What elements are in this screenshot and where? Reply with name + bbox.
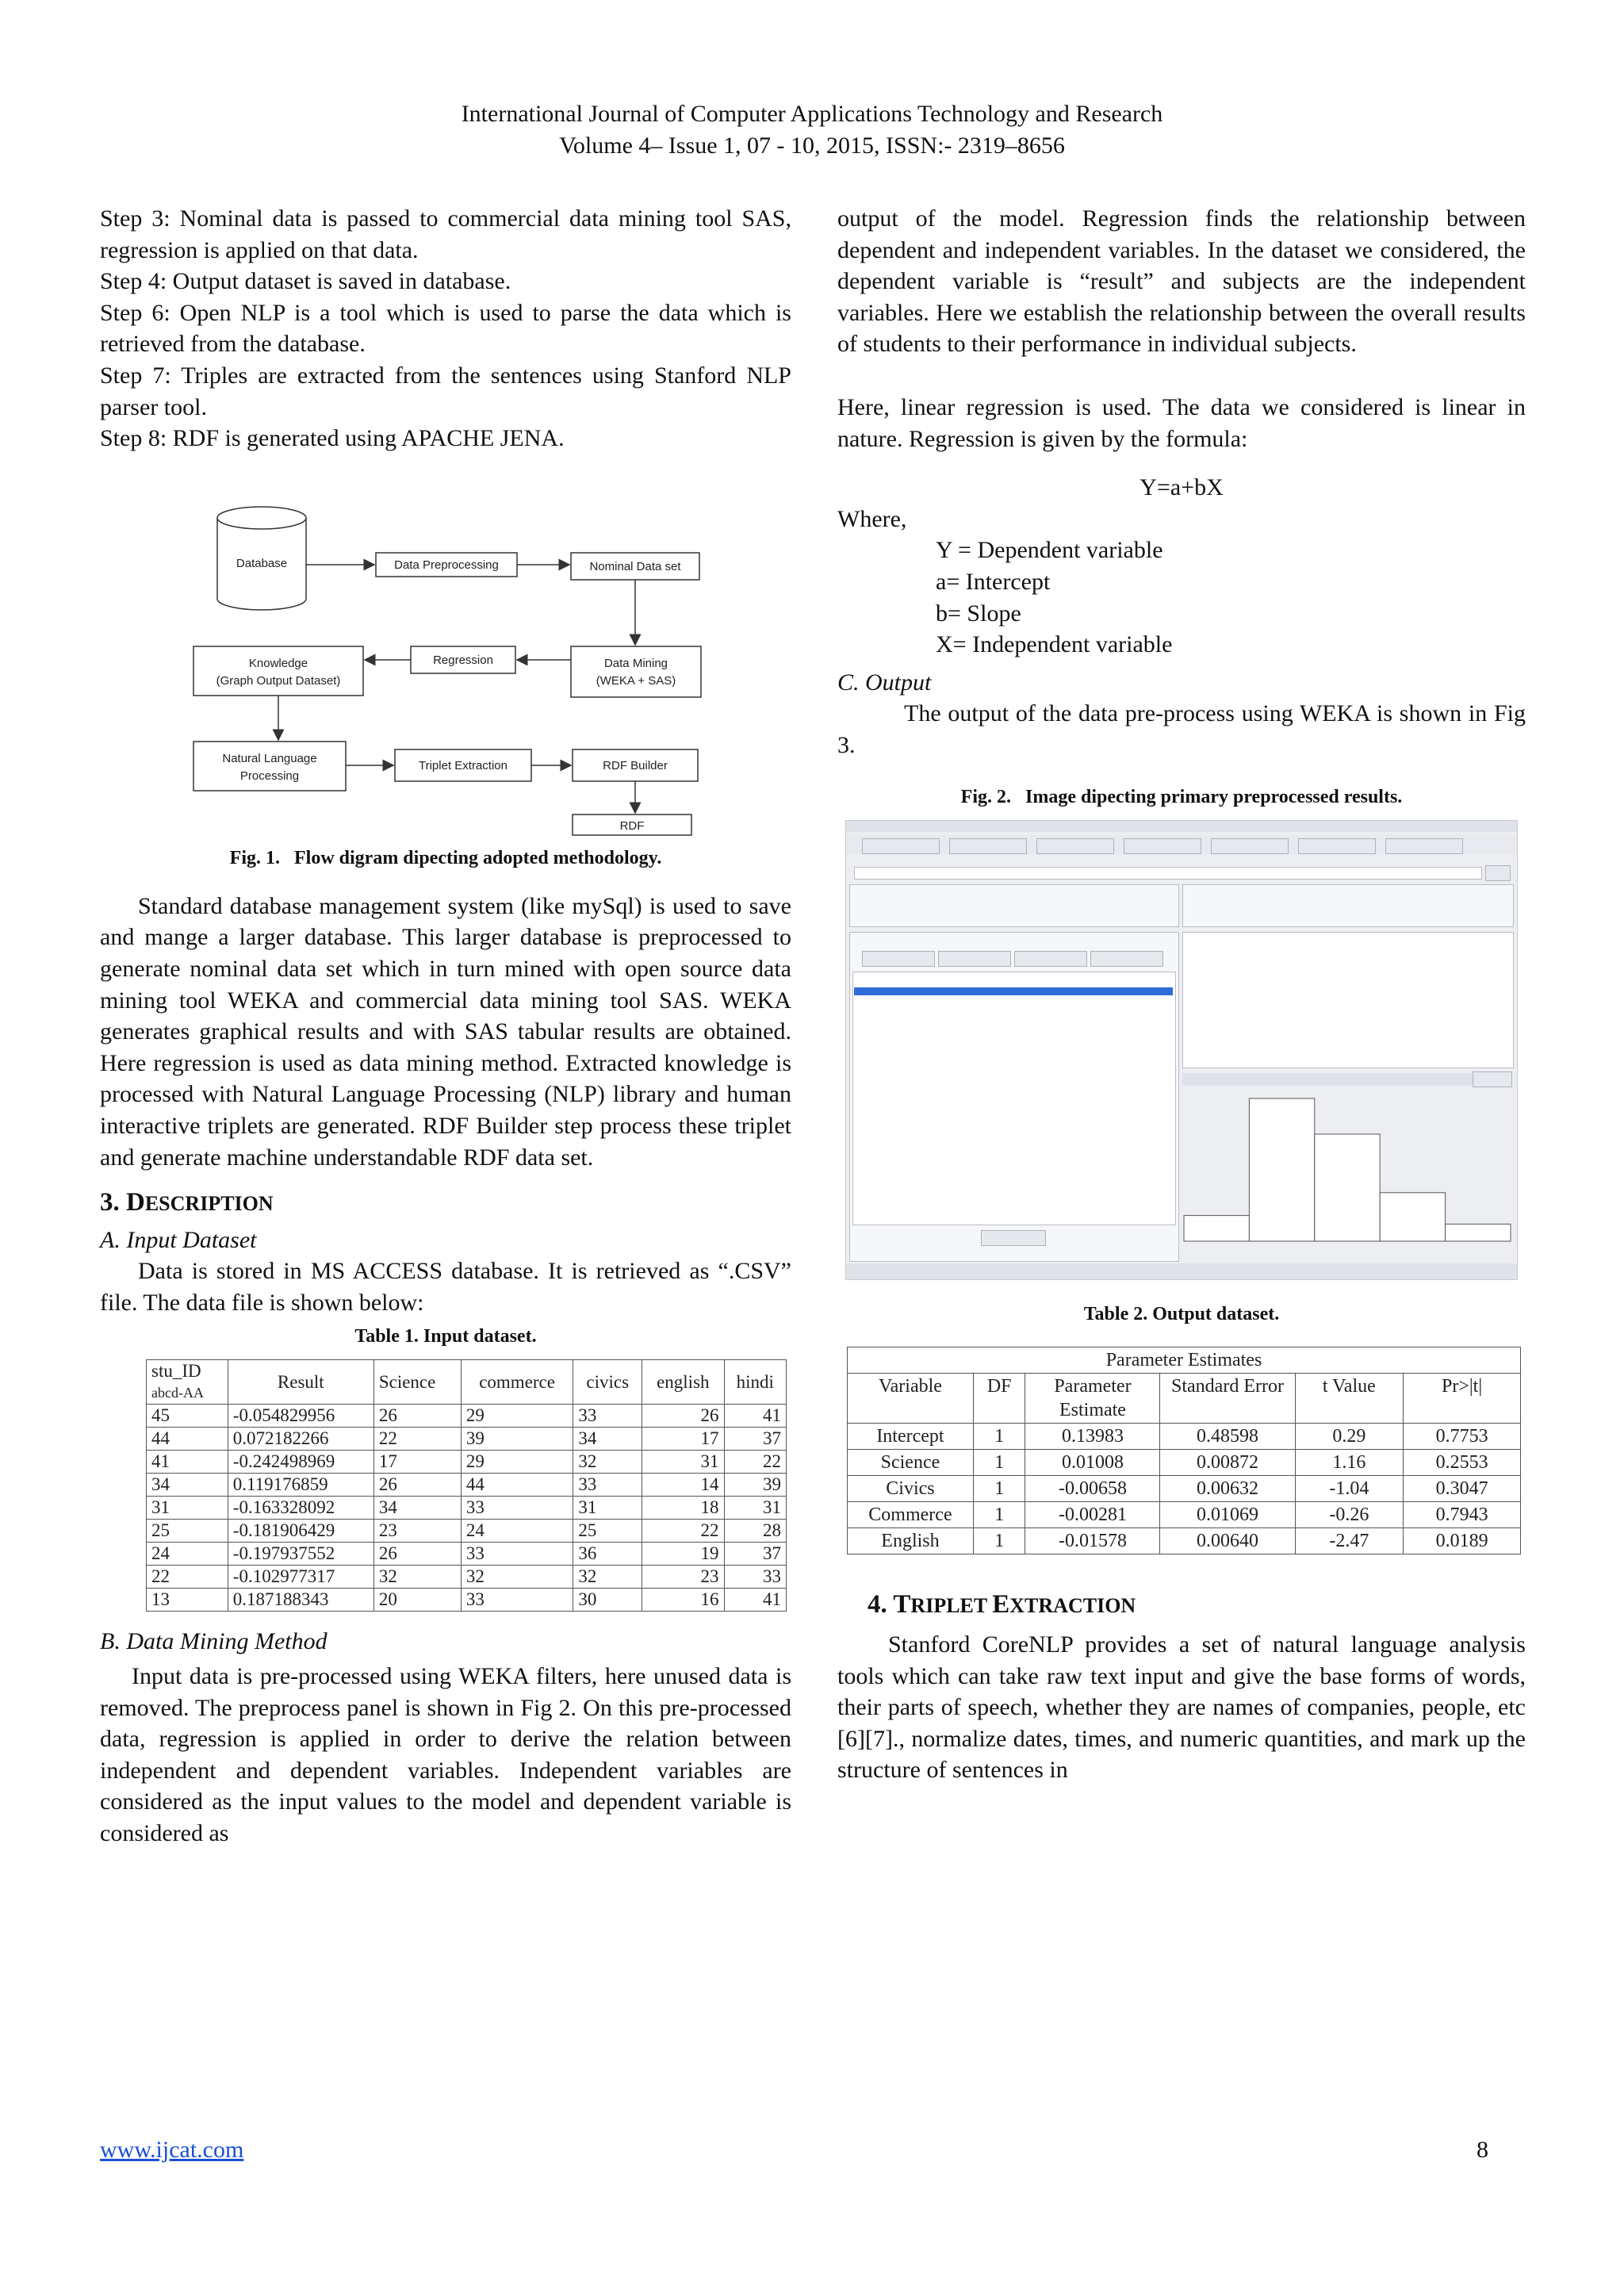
table-cell: -0.26: [1295, 1501, 1404, 1527]
table-row: [147, 1520, 787, 1543]
table1-caption: Table 1. Input dataset.: [354, 1326, 537, 1347]
mining-node: [571, 646, 701, 697]
table-cell: 0.187188343: [228, 1589, 373, 1612]
table-cell: 29: [461, 1451, 573, 1474]
table-cell: English: [848, 1527, 974, 1554]
table-cell: 13: [147, 1589, 228, 1612]
table1-header-cell: stu_ID abcd-AA: [147, 1360, 228, 1405]
definition-item: Y = Dependent variable: [936, 537, 1163, 564]
table-cell: 32: [373, 1566, 461, 1589]
paragraph-input-dataset: Data is stored in MS ACCESS database. It is retrieved as “.CSV” file. The data file is shown below:: [100, 1258, 791, 1316]
table-cell: 26: [373, 1405, 461, 1428]
table-cell: 31: [724, 1497, 787, 1520]
table-cell: 41: [724, 1589, 787, 1612]
journal-website-link[interactable]: www.ijcat.com: [100, 2137, 244, 2163]
page-number: 8: [1477, 2137, 1488, 2163]
fig1-caption: [100, 846, 791, 870]
paragraph-regression: output of the model. Regression finds the relationship between dependent and independent variables. In the dataset we considered, the dependent variable is “result” and subjects are the independent variables. Here we establish the relationship between the overall results of students to their performance in individual subjects.: [837, 205, 1526, 358]
mining-label: Data Mining: [603, 656, 668, 670]
table-cell: 31: [642, 1451, 724, 1474]
triplet-label: Triplet Extraction: [419, 758, 508, 772]
table1-header-cell: english: [642, 1360, 724, 1405]
table1-header-cell: Science: [373, 1360, 461, 1405]
fig2-label: Fig. 2.: [960, 786, 1011, 807]
table-cell: 39: [724, 1474, 787, 1497]
table-cell: 44: [147, 1428, 228, 1451]
definition-item: a= Intercept: [936, 568, 1051, 595]
fig1-label: Fig. 1.: [229, 847, 280, 868]
table-cell: 14: [642, 1474, 724, 1497]
subsection-c-title: C. Output: [837, 669, 932, 696]
table-cell: 0.00640: [1160, 1527, 1295, 1554]
nlp-sublabel: Processing: [239, 769, 300, 783]
table-cell: 0.7753: [1404, 1423, 1521, 1449]
table-cell: Civics: [848, 1475, 974, 1501]
table1-header-cell: hindi: [724, 1360, 787, 1405]
table-row: [147, 1566, 787, 1589]
table-cell: -1.04: [1295, 1475, 1404, 1501]
table2-body: [848, 1423, 1521, 1554]
journal-volume: Volume 4– Issue 1, 07 - 10, 2015, ISSN:- 2319–8656: [559, 132, 1065, 159]
table-cell: 1.16: [1295, 1449, 1404, 1475]
table-cell: 0.00632: [1160, 1475, 1295, 1501]
definition-item: b= Slope: [936, 600, 1021, 627]
table-cell: 33: [573, 1405, 642, 1428]
table-cell: 0.48598: [1160, 1423, 1295, 1449]
table-cell: 26: [373, 1543, 461, 1566]
step-8: Step 8: RDF is generated using APACHE JENA.: [100, 425, 565, 452]
table-cell: 1: [973, 1475, 1025, 1501]
table-cell: 0.00872: [1160, 1449, 1295, 1475]
table-cell: 33: [573, 1474, 642, 1497]
nlp-label: Natural Language: [222, 751, 317, 765]
variable-definitions: [837, 535, 1526, 660]
paragraph-methodology: Standard database management system (like mySql) is used to save and mange a larger database. This larger database is preprocessed to generate nominal data set which in turn mined with open source data mining tool WEKA and commercial data mining tool SAS. WEKA generates graphical results and with SAS tabular results are obtained. Here regression is used as data mining method. Extracted knowledge is processed with Natural Language Processing (NLP) library and human interactive triplets are generated. RDF Builder step process these triplet and generate machine understandable RDF data set.: [100, 892, 791, 1171]
fig2-text: Image dipecting primary preprocessed results.: [1025, 786, 1403, 807]
table-cell: 0.072182266: [228, 1428, 373, 1451]
histogram-bar: [1380, 1192, 1445, 1240]
table-cell: 0.01069: [1160, 1501, 1295, 1527]
table-cell: 45: [147, 1405, 228, 1428]
table-cell: -0.163328092: [228, 1497, 373, 1520]
table-cell: 22: [724, 1451, 787, 1474]
nlp-node: [193, 742, 346, 791]
table2-header-cell: Parameter Estimate: [1025, 1373, 1160, 1423]
weka-preprocess-screenshot: [845, 820, 1518, 1280]
where-label: Where,: [837, 505, 907, 532]
table1-header-cell: Result: [228, 1360, 373, 1405]
table-cell: 22: [373, 1428, 461, 1451]
section-3-title: 3. DESCRIPTION: [100, 1188, 274, 1217]
knowledge-sublabel: (Graph Output Dataset): [216, 673, 341, 688]
table-cell: 33: [461, 1497, 573, 1520]
table-row: [147, 1451, 787, 1474]
nominal-label: Nominal Data set: [589, 559, 681, 573]
step-4: Step 4: Output dataset is saved in database.: [100, 268, 511, 295]
table-row: [848, 1527, 1521, 1554]
definition-item: X= Independent variable: [936, 631, 1173, 658]
paragraph-linear: Here, linear regression is used. The data we considered is linear in nature. Regression is given by the formula:: [837, 393, 1526, 452]
paragraph-output: The output of the data pre-process using WEKA is shown in Fig 3.: [837, 700, 1526, 758]
table-cell: 0.29: [1295, 1423, 1404, 1449]
table-cell: 17: [373, 1451, 461, 1474]
table2-header-cell: Variable: [848, 1373, 974, 1423]
fig2-caption: [837, 785, 1526, 809]
table-row: [147, 1474, 787, 1497]
paragraph-triplet: Stanford CoreNLP provides a set of natural language analysis tools which can take raw text input and give the base forms of words, their parts of speech, whether they are names of companies, people, etc [6][7]., normalize dates, times, and numeric quantities, and mark up the structure of sentences in: [837, 1631, 1526, 1784]
table1-body: [147, 1405, 787, 1612]
weka-histogram: [1182, 1091, 1512, 1249]
table-cell: -0.01578: [1025, 1527, 1160, 1554]
step-3: Step 3: Nominal data is passed to commercial data mining tool SAS, regression is applied on that data.: [100, 205, 791, 263]
table2-title: Parameter Estimates: [848, 1347, 1521, 1373]
table-cell: 29: [461, 1405, 573, 1428]
table-cell: 34: [147, 1474, 228, 1497]
regression-label: Regression: [433, 653, 493, 667]
table-cell: 32: [461, 1566, 573, 1589]
table-row: [147, 1497, 787, 1520]
table-cell: 0.7943: [1404, 1501, 1521, 1527]
table-row: [147, 1428, 787, 1451]
table-cell: -0.102977317: [228, 1566, 373, 1589]
table-cell: Science: [848, 1449, 974, 1475]
table-cell: 19: [642, 1543, 724, 1566]
table-cell: 39: [461, 1428, 573, 1451]
histogram-bar: [1315, 1134, 1380, 1241]
table2-caption: Table 2. Output dataset.: [1083, 1303, 1280, 1324]
table-cell: 31: [147, 1497, 228, 1520]
table-cell: 44: [461, 1474, 573, 1497]
table-cell: 24: [461, 1520, 573, 1543]
table-cell: 25: [147, 1520, 228, 1543]
table-cell: 32: [573, 1451, 642, 1474]
table-cell: 0.01008: [1025, 1449, 1160, 1475]
subsection-a-title: A. Input Dataset: [100, 1226, 257, 1253]
step-6: Step 6: Open NLP is a tool which is used to parse the data which is retrieved from the database.: [100, 299, 791, 358]
table-cell: 0.13983: [1025, 1423, 1160, 1449]
table-cell: 37: [724, 1428, 787, 1451]
histogram-bar: [1446, 1224, 1511, 1241]
left-column: [100, 203, 791, 1849]
table-row: [147, 1405, 787, 1428]
table-cell: -0.181906429: [228, 1520, 373, 1543]
table-cell: 41: [724, 1405, 787, 1428]
table-cell: 25: [573, 1520, 642, 1543]
knowledge-node: [193, 646, 363, 696]
table-row: [147, 1589, 787, 1612]
table2-header-cell: Standard Error: [1160, 1373, 1295, 1423]
table-cell: 1: [973, 1527, 1025, 1554]
table-cell: -0.197937552: [228, 1543, 373, 1566]
table-cell: 28: [724, 1520, 787, 1543]
table-cell: 0.0189: [1404, 1527, 1521, 1554]
journal-header: [0, 98, 1624, 162]
section-4-title: 4. TRIPLET EXTRACTION: [868, 1589, 1136, 1619]
table-cell: 0.2553: [1404, 1449, 1521, 1475]
regression-formula: Y=a+bX: [1139, 474, 1224, 501]
table-row: [848, 1475, 1521, 1501]
table-row: [848, 1449, 1521, 1475]
table-cell: 18: [642, 1497, 724, 1520]
table-cell: 0.119176859: [228, 1474, 373, 1497]
table-cell: 0.3047: [1404, 1475, 1521, 1501]
table-cell: Intercept: [848, 1423, 974, 1449]
table-cell: 34: [573, 1428, 642, 1451]
table-cell: -0.00658: [1025, 1475, 1160, 1501]
table-cell: 1: [973, 1501, 1025, 1527]
knowledge-label: Knowledge: [248, 656, 308, 670]
table-cell: 33: [461, 1589, 573, 1612]
table-row: [848, 1501, 1521, 1527]
right-column: [837, 203, 1526, 1786]
table-cell: 26: [642, 1405, 724, 1428]
rdf-label: RDF: [619, 818, 645, 833]
table-cell: 41: [147, 1451, 228, 1474]
table2-header-cell: DF: [973, 1373, 1025, 1423]
table-row: [848, 1423, 1521, 1449]
table-cell: 24: [147, 1543, 228, 1566]
table-cell: 22: [147, 1566, 228, 1589]
table1-header-cell: civics: [573, 1360, 642, 1405]
table1-header-cell: commerce: [461, 1360, 573, 1405]
table-cell: 23: [642, 1566, 724, 1589]
table-cell: Commerce: [848, 1501, 974, 1527]
histogram-bar: [1249, 1098, 1314, 1241]
subsection-b-title: B. Data Mining Method: [100, 1628, 327, 1655]
table-cell: 23: [373, 1520, 461, 1543]
table-cell: -0.242498969: [228, 1451, 373, 1474]
input-dataset-table: [146, 1359, 787, 1612]
histogram-bar: [1184, 1215, 1249, 1240]
journal-title: International Journal of Computer Applications Technology and Research: [461, 101, 1163, 127]
mining-sublabel: (WEKA + SAS): [596, 673, 676, 688]
table-cell: 17: [642, 1428, 724, 1451]
table-row: [147, 1543, 787, 1566]
table2-header-cell: t Value: [1295, 1373, 1404, 1423]
table-cell: 1: [973, 1449, 1025, 1475]
table-cell: -2.47: [1295, 1527, 1404, 1554]
table-cell: 37: [724, 1543, 787, 1566]
table-cell: 1: [973, 1423, 1025, 1449]
database-label: Database: [236, 556, 288, 570]
table-cell: 30: [573, 1589, 642, 1612]
database-node: [217, 507, 306, 610]
table-cell: 26: [373, 1474, 461, 1497]
table-cell: 32: [573, 1566, 642, 1589]
table-cell: -0.054829956: [228, 1405, 373, 1428]
flow-diagram: [100, 504, 791, 837]
table2-header-cell: Pr>|t|: [1404, 1373, 1521, 1423]
table-cell: -0.00281: [1025, 1501, 1160, 1527]
table-cell: 20: [373, 1589, 461, 1612]
fig1-text: Flow digram dipecting adopted methodology.: [293, 847, 662, 868]
output-dataset-table: [847, 1347, 1521, 1554]
table-cell: 31: [573, 1497, 642, 1520]
table-cell: 22: [642, 1520, 724, 1543]
table-cell: 16: [642, 1589, 724, 1612]
table-cell: 34: [373, 1497, 461, 1520]
preprocessing-label: Data Preprocessing: [394, 558, 499, 572]
rdfbuilder-label: RDF Builder: [603, 758, 668, 772]
table-cell: 33: [461, 1543, 573, 1566]
table-cell: 36: [573, 1543, 642, 1566]
step-7: Step 7: Triples are extracted from the sentences using Stanford NLP parser tool.: [100, 362, 791, 420]
table-cell: 33: [724, 1566, 787, 1589]
paragraph-data-mining: Input data is pre-processed using WEKA filters, here unused data is removed. The preprocess panel is shown in Fig 2. On this pre-processed data, regression is applied in order to derive the relation between independent and dependent variables. Independent variables are considered as the input values to the model and dependent variable is considered as: [100, 1663, 791, 1847]
